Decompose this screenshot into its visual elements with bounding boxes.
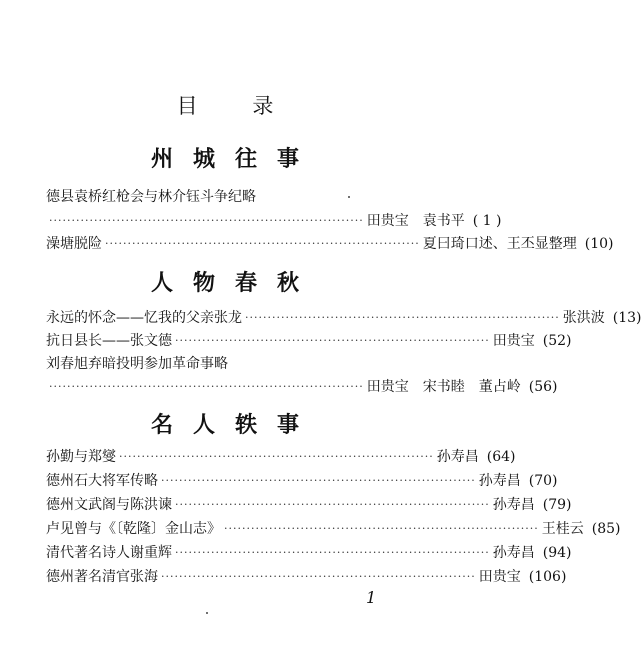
entry-title: 刘春旭弃暗投明参加革命事略 — [46, 356, 228, 372]
entry-page: (70) — [528, 473, 558, 489]
toc-entry — [46, 307, 642, 329]
leader-dots: ······································································ — [49, 214, 364, 227]
entry-page: (52) — [542, 333, 572, 349]
page-title: 目 录 — [176, 94, 298, 118]
leader-dots: ······································································ — [161, 570, 476, 583]
entry-title: 清代著名诗人谢重辉 — [46, 545, 172, 561]
toc-entry — [46, 210, 502, 232]
entry-author: 田贵宝 — [478, 569, 521, 585]
leader-dots: ······································································ — [224, 522, 539, 535]
entry-author: 孙寿昌 — [492, 545, 535, 561]
entry-title: 德州著名清官张海 — [46, 569, 158, 585]
toc-entry — [46, 470, 558, 492]
entry-page: (13) — [612, 310, 642, 326]
entry-author: 田贵宝 袁书平 — [366, 213, 465, 229]
entry-title: 澡塘脱险 — [46, 236, 102, 252]
leader-dots: ······································································ — [175, 498, 490, 511]
entry-author: 张洪波 — [562, 310, 605, 326]
entry-author: 田贵宝 — [492, 333, 535, 349]
page-number: 1 — [366, 588, 377, 607]
toc-entry — [46, 542, 572, 564]
toc-entry — [46, 330, 572, 352]
entry-page: (64) — [486, 449, 516, 465]
toc-entry — [46, 566, 567, 588]
toc-entry — [46, 186, 394, 208]
entry-page: ( 1 ) — [472, 213, 502, 229]
leader-dots: ······································································ — [175, 546, 490, 559]
toc-entry — [46, 518, 621, 540]
leader-dots: ······································································ — [105, 237, 420, 250]
entry-title: 卢见曾与《〔乾隆〕金山志》 — [46, 521, 221, 537]
entry-author: 田贵宝 宋书睦 董占岭 — [366, 379, 521, 395]
entry-author: 王桂云 — [541, 521, 584, 537]
entry-page: (79) — [542, 497, 572, 513]
leader-dots: ······································································ — [49, 380, 364, 393]
section-heading: 人物春秋 — [150, 271, 319, 296]
entry-page: (56) — [528, 379, 558, 395]
entry-author: 孙寿昌 — [492, 497, 535, 513]
toc-entry — [46, 233, 614, 255]
toc-entry — [46, 446, 516, 468]
entry-author: 孙寿昌 — [436, 449, 479, 465]
section-heading: 州城往事 — [150, 147, 319, 172]
paper-speck — [348, 196, 350, 198]
toc-entry — [46, 376, 558, 398]
leader-dots: ······································································ — [175, 334, 490, 347]
entry-page: (10) — [584, 236, 614, 252]
entry-title: 永远的怀念——忆我的父亲张龙 — [46, 310, 242, 326]
leader-dots: ······································································ — [119, 450, 434, 463]
entry-page: (94) — [542, 545, 572, 561]
entry-title: 德州文武阁与陈洪谏 — [46, 497, 172, 513]
leader-dots: ······································································ — [161, 474, 476, 487]
entry-page: (106) — [528, 569, 567, 585]
entry-page: (85) — [591, 521, 621, 537]
entry-author: 孙寿昌 — [478, 473, 521, 489]
leader-dots: ······································································ — [245, 311, 560, 324]
toc-entry — [46, 494, 572, 516]
paper-speck — [206, 612, 208, 614]
entry-title: 德县袁桥红枪会与林介钰斗争纪略 — [46, 189, 256, 205]
section-heading: 名人轶事 — [150, 413, 319, 438]
toc-entry — [46, 353, 394, 375]
entry-title: 孙勤与郑燮 — [46, 449, 116, 465]
entry-title: 德州石大将军传略 — [46, 473, 158, 489]
entry-author: 夏曰琦口述、王丕显整理 — [422, 236, 577, 252]
entry-title: 抗日县长——张文德 — [46, 333, 172, 349]
